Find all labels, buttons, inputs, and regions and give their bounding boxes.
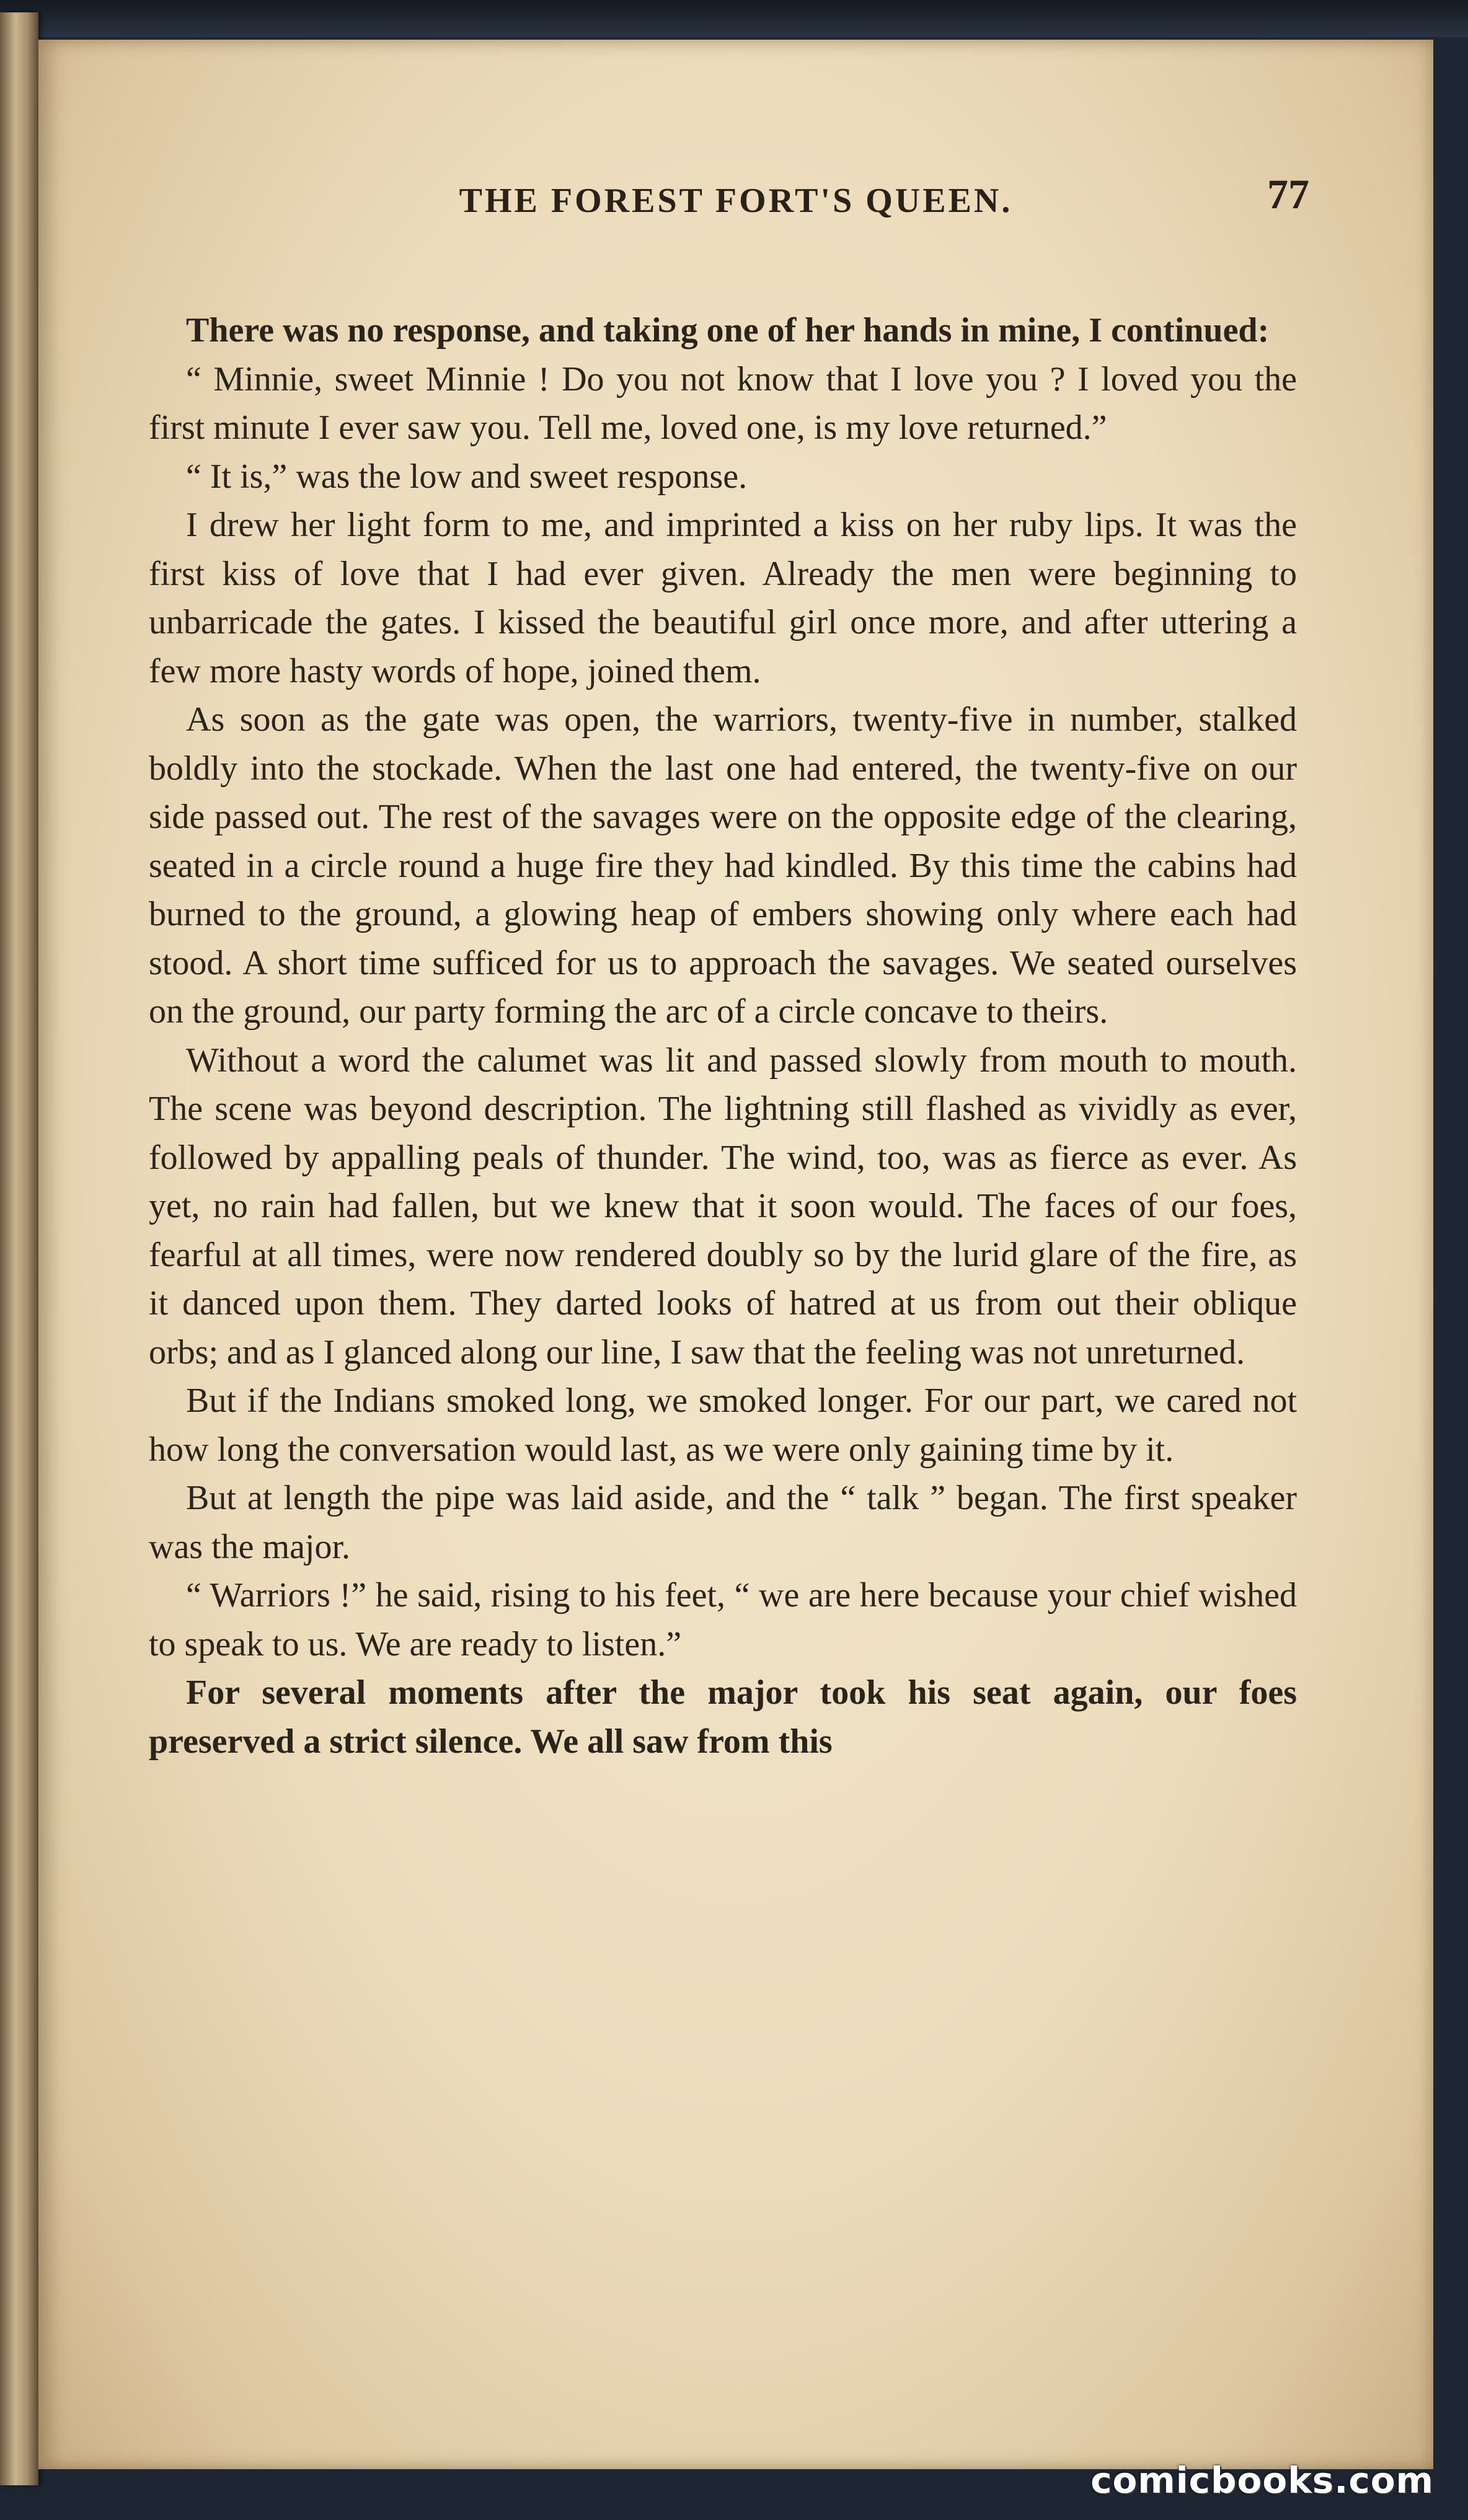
scan-background-top [0,0,1468,37]
paragraph: “ Warriors !” he said, rising to his feet, “ we are here because your chief wished to speak to us. We are ready to listen.” [149,1576,1297,1663]
paragraph: But if the Indians smoked long, we smoked longer. For our part, we cared not how long the conversation would last, as we were only gaining time by it. [149,1381,1297,1469]
paragraph: I drew her light form to me, and imprinted a kiss on her ruby lips. It was the first kiss of love that I had ever given. Already the men were beginning to unbarricade the gates. I kissed the beautiful girl once more, and after uttering a few more hasty words of hope, joined them. [149,506,1297,690]
paragraph: There was no response, and taking one of her hands in mine, I continued: [186,311,1270,350]
paragraph: But at length the pipe was laid aside, and the “ talk ” began. The first speaker was the major. [149,1479,1297,1566]
book-spine-edge [0,12,38,2485]
watermark: comicbooks.com [1090,2459,1434,2501]
body-text [149,306,1297,1766]
paragraph: Without a word the calumet was lit and passed slowly from mouth to mouth. The scene was beyond description. The lightning still flashed as vividly as ever, followed by appalling peals of thunder. The wind, too, was as fierce as ever. As yet, no rain had fallen, but we knew that it soon would. The faces of our foes, fearful at all times, were now rendered doubly so by the lurid glare of the fire, as it danced upon them. They darted looks of hatred at us from out their oblique orbs; and as I glanced along our line, I saw that the feeling was not unreturned. [149,1041,1297,1372]
paragraph: “ It is,” was the low and sweet response. [186,457,748,496]
page-number: 77 [1267,170,1309,218]
paragraph: As soon as the gate was open, the warriors, twenty-five in number, stalked boldly into the stockade. When the last one had entered, the twenty-five on our side passed out. The rest of the savages were on the opposite edge of the clearing, seated in a circle round a huge fire they had kindled. By this time the cabins had burned to the ground, a glowing heap of embers showing only where each had stood. A short time sufficed for us to approach the savages. We seated ourselves on the ground, our party forming the arc of a circle concave to theirs. [149,700,1297,1031]
paragraph: “ Minnie, sweet Minnie ! Do you not know that I love you ? I loved you the first minute I ever saw you. Tell me, loved one, is my love returned.” [149,359,1297,447]
book-page [38,40,1433,2469]
paragraph: For several moments after the major took his seat again, our foes preserved a strict silence. We all saw from this [149,1673,1297,1761]
running-head: THE FOREST FORT'S QUEEN. [459,182,1013,220]
